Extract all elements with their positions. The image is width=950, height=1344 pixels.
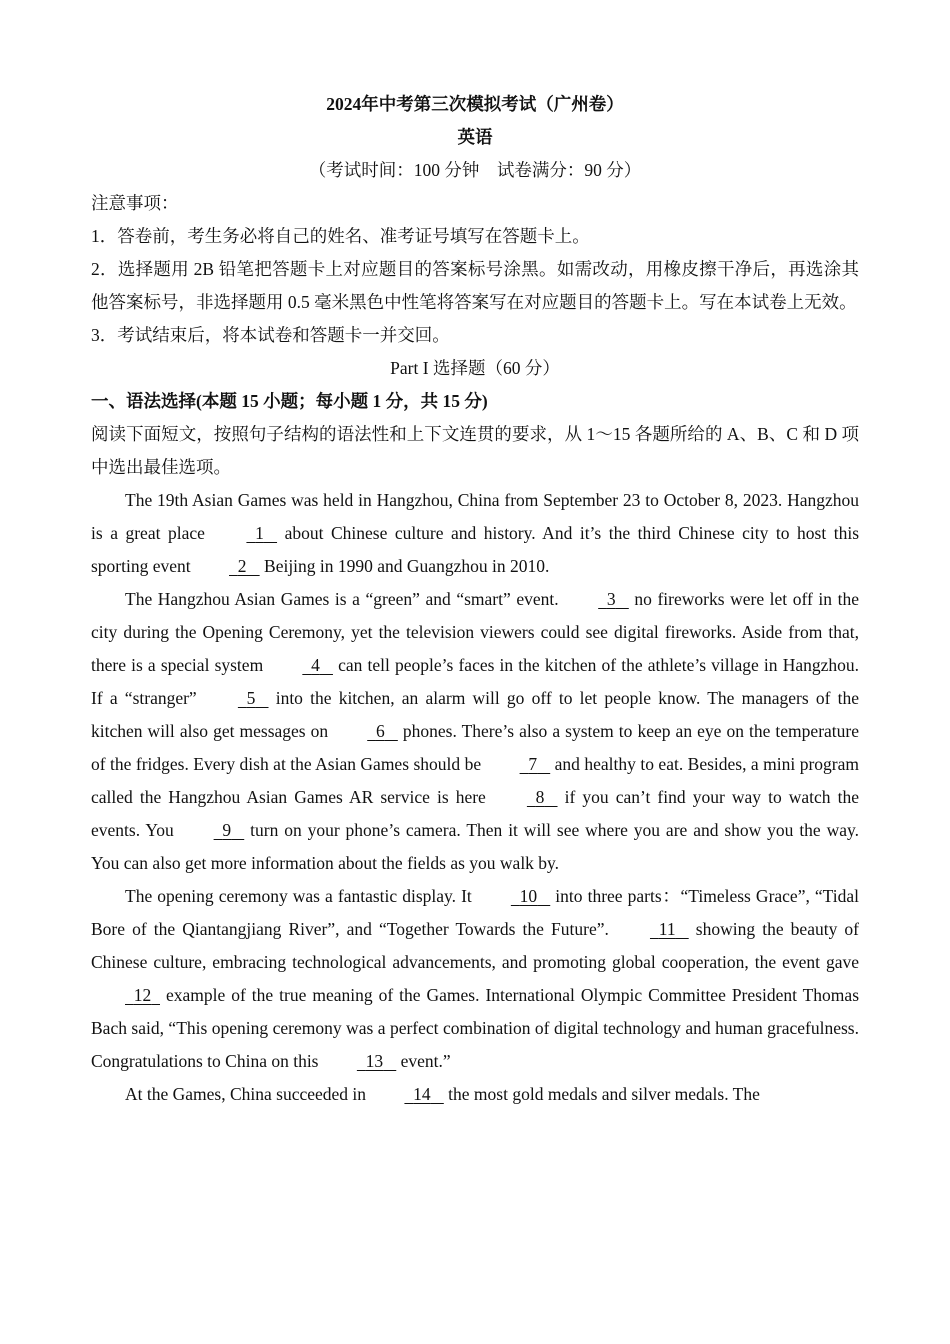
passage-paragraph-2 — [91, 583, 859, 880]
passage-paragraph-4 — [91, 1078, 859, 1111]
note-item-3: 3．考试结束后，将本试卷和答题卡一并交回。 — [91, 325, 450, 345]
answer-blank-13: 13 — [365, 1051, 384, 1071]
passage-text: example of the true meaning of the Games. International Olympic Committee President Thomas Bach said, “This opening ceremony was a perfect combination of digital technology and human gracefulness. Congratulations to China on this — [91, 985, 859, 1071]
exam-info: （考试时间：100 分钟 试卷满分：90 分） — [308, 160, 642, 180]
passage-text: the most gold medals and silver medals. The — [443, 1084, 760, 1104]
notes-heading: 注意事项： — [91, 193, 179, 213]
section-heading: 一、语法选择(本题 15 小题；每小题 1 分，共 15 分) — [91, 391, 488, 411]
answer-blank-3: 3 — [606, 589, 616, 609]
passage-text: and healthy to eat. Besides, a mini program called the Hangzhou Asian Games AR service is here — [91, 754, 859, 807]
subject-title: 英语 — [457, 127, 493, 147]
section-instructions: 阅读下面短文，按照句子结构的语法性和上下文连贯的要求，从 1～15 各题所给的 A、B、C 和 D 项中选出最佳选项。 — [91, 424, 859, 477]
passage-text: At the Games, China succeeded in — [125, 1084, 371, 1104]
passage-text: about Chinese culture and history. And it’s the third Chinese city to host this sporting event — [91, 523, 860, 576]
passage-text: if you can’t find your way to watch the events. You — [91, 787, 860, 840]
exam-page — [91, 88, 859, 1111]
passage-text: event.” — [396, 1051, 451, 1071]
passage-text: into the kitchen, an alarm will go off to let people know. The managers of the kitchen will also get messages on — [91, 688, 859, 741]
passage-text: The opening ceremony was a fantastic display. It — [125, 886, 477, 906]
passage-text: into three parts：“Timeless Grace”, “Tidal Bore of the Qiantangjiang River”, and “Together Towards the Future”. — [91, 886, 859, 939]
passage-text: showing the beauty of Chinese culture, embracing technological advancements, and promoting global cooperation, the event gave — [91, 919, 859, 972]
passage-text: Beijing in 1990 and Guangzhou in 2010. — [259, 556, 550, 576]
answer-blank-7: 7 — [528, 754, 538, 774]
passage-paragraph-1 — [91, 484, 859, 583]
passage-text: no fireworks were let off in the city during the Opening Ceremony, yet the television viewers could see digital fireworks. Aside from that, there is a special system — [91, 589, 859, 675]
answer-blank-8: 8 — [535, 787, 545, 807]
passage-paragraph-3 — [91, 880, 859, 1078]
exam-title: 2024年中考第三次模拟考试（广州卷） — [326, 94, 624, 114]
part-title: Part I 选择题（60 分） — [390, 358, 560, 378]
passage-text: The Hangzhou Asian Games is a “green” and “smart” event. — [125, 589, 565, 609]
answer-blank-10: 10 — [519, 886, 538, 906]
answer-blank-6: 6 — [375, 721, 385, 741]
note-item-2: 2．选择题用 2B 铅笔把答题卡上对应题目的答案标号涂黑。如需改动，用橡皮擦干净后，再选涂其他答案标号，非选择题用 0.5 毫米黑色中性笔将答案写在对应题目的答题卡上。写在本试卷上无效。 — [91, 259, 859, 312]
note-item-1: 1．答卷前，考生务必将自己的姓名、准考证号填写在答题卡上。 — [91, 226, 590, 246]
answer-blank-14: 14 — [413, 1084, 431, 1104]
answer-blank-1: 1 — [255, 523, 264, 543]
answer-blank-5: 5 — [246, 688, 256, 708]
answer-blank-11: 11 — [658, 919, 676, 939]
answer-blank-2: 2 — [237, 556, 247, 576]
answer-blank-4: 4 — [311, 655, 320, 675]
passage-text: turn on your phone’s camera. Then it will see where you are and show you the way. You can also get more information about the fields as you walk by. — [91, 820, 859, 873]
passage-text: phones. There’s also a system to keep an eye on the temperature of the fridges. Every dish at the Asian Games should be — [91, 721, 859, 774]
answer-blank-9: 9 — [222, 820, 232, 840]
passage-text: The 19th Asian Games was held in Hangzhou, China from September 23 to October 8, 2023. Hangzhou is a great place — [91, 490, 859, 543]
answer-blank-12: 12 — [133, 985, 152, 1005]
passage-text: can tell people’s faces in the kitchen of the athlete’s village in Hangzhou. If a “stranger” — [91, 655, 859, 708]
